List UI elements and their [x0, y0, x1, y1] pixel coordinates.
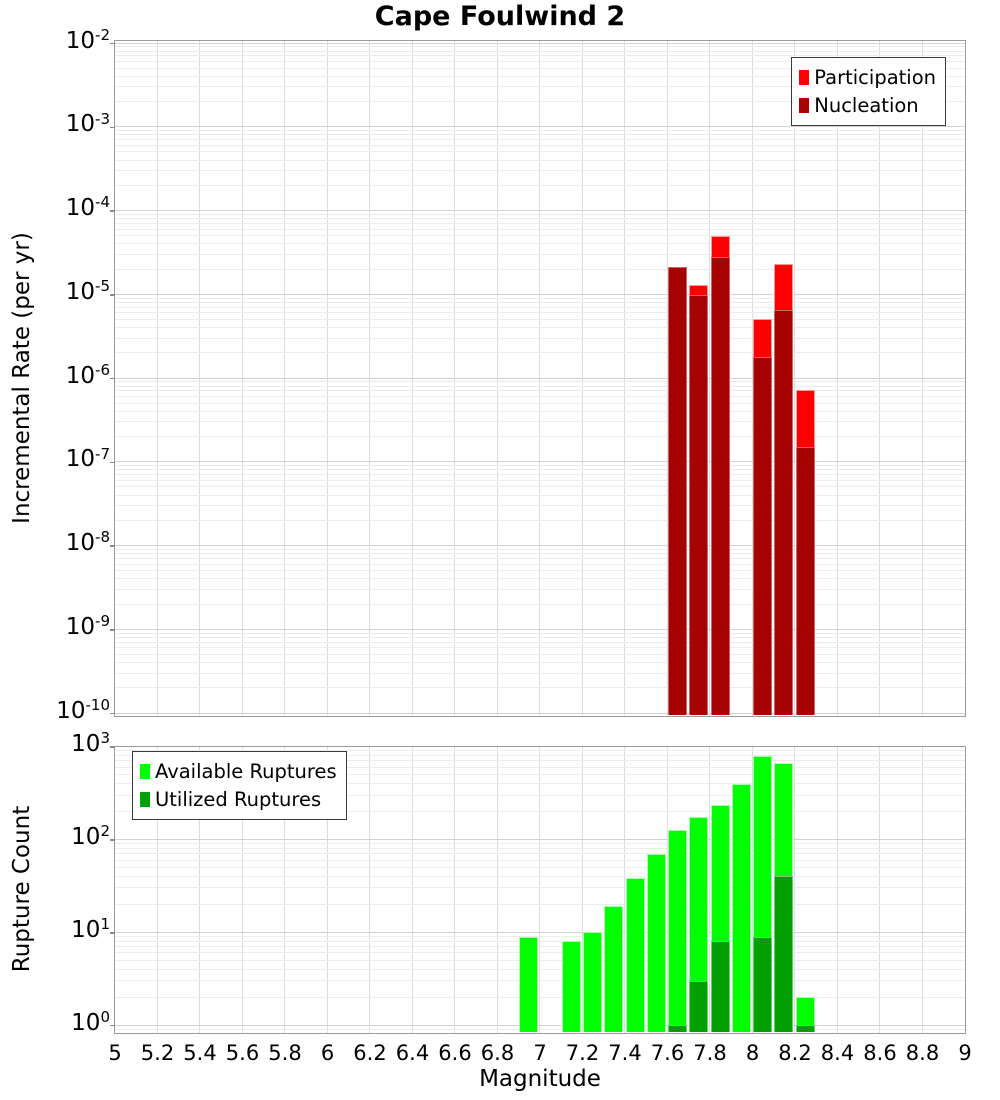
bar-utilized-ruptures-8.2: [796, 1025, 815, 1032]
x-tick-label: 9: [958, 1041, 972, 1065]
gridline-minor: [115, 687, 965, 688]
gridline-major: [115, 629, 965, 630]
gridline-vertical: [369, 747, 370, 1033]
gridline-minor: [115, 352, 965, 353]
y-tick-label: $10^2$: [71, 822, 110, 850]
gridline-minor: [115, 860, 965, 861]
gridline-minor: [115, 386, 965, 387]
rate-panel: [114, 40, 966, 717]
gridline-vertical: [879, 747, 880, 1033]
gridline-minor: [115, 160, 965, 161]
gridline-minor: [115, 229, 965, 230]
gridline-minor: [115, 1029, 965, 1030]
gridline-minor: [115, 887, 965, 888]
gridline-major: [115, 126, 965, 127]
y-tick-mark: [110, 294, 115, 296]
gridline-minor: [115, 396, 965, 397]
y-tick-mark: [110, 210, 115, 212]
gridline-minor: [115, 578, 965, 579]
gridline-minor: [115, 235, 965, 236]
x-axis-label: Magnitude: [479, 1066, 601, 1092]
bar-nucleation-8.1: [774, 310, 793, 716]
gridline-minor: [115, 520, 965, 521]
gridline-minor: [115, 170, 965, 171]
gridline-minor: [115, 553, 965, 554]
bar-utilized-ruptures-7.8: [711, 941, 730, 1032]
x-tick-label: 6.2: [353, 1041, 387, 1065]
legend-label-available-ruptures: Available Ruptures: [155, 759, 337, 783]
y-tick-mark: [110, 43, 115, 45]
y-tick-label: $10^{-10}$: [56, 695, 110, 724]
legend-item-utilized-ruptures: [140, 785, 337, 813]
x-tick-label: 7.6: [650, 1041, 685, 1065]
y-tick-label: $10^{-3}$: [65, 109, 110, 138]
gridline-minor: [115, 312, 965, 313]
gridline-minor: [115, 51, 965, 52]
gridline-minor: [115, 633, 965, 634]
y-tick-label: $10^1$: [71, 915, 110, 943]
gridline-minor: [115, 604, 965, 605]
y-tick-mark: [110, 127, 115, 129]
bar-available-ruptures-7.2: [583, 932, 602, 1032]
legend-label-nucleation: Nucleation: [814, 93, 919, 117]
gridline-major: [115, 713, 965, 714]
y-tick-label: $10^{-4}$: [65, 193, 110, 221]
x-tick-label: 5.2: [140, 1041, 175, 1065]
y-tick-label: $10^{-7}$: [65, 444, 110, 473]
gridline-minor: [115, 936, 965, 937]
x-tick-label: 6.6: [438, 1041, 472, 1065]
gridline-minor: [115, 946, 965, 947]
gridline-minor: [115, 642, 965, 643]
gridline-minor: [115, 469, 965, 470]
y-tick-label: $10^0$: [71, 1008, 110, 1036]
gridline-minor: [115, 980, 965, 981]
gridline-major: [115, 932, 965, 933]
available-ruptures-swatch: [140, 764, 150, 779]
gridline-minor: [115, 298, 965, 299]
gridline-minor: [115, 269, 965, 270]
gridline-minor: [115, 960, 965, 961]
x-tick-label: 7.2: [565, 1041, 600, 1065]
gridline-minor: [115, 465, 965, 466]
y-tick-mark: [110, 462, 115, 464]
gridline-major: [115, 1025, 965, 1026]
gridline-minor: [115, 564, 965, 565]
x-tick-label: 5: [108, 1041, 122, 1065]
gridline-major: [115, 461, 965, 462]
gridline-minor: [115, 505, 965, 506]
bar-available-ruptures-7.6: [668, 830, 687, 1032]
x-tick-label: 6.4: [395, 1041, 430, 1065]
x-tick-label: 7.8: [693, 1041, 727, 1065]
gridline-minor: [115, 495, 965, 496]
legend-label-utilized-ruptures: Utilized Ruptures: [155, 787, 322, 811]
gridline-minor: [115, 637, 965, 638]
gridline-minor: [115, 848, 965, 849]
bar-nucleation-7.7: [689, 295, 708, 716]
gridline-minor: [115, 436, 965, 437]
gridline-vertical: [454, 747, 455, 1033]
gridline-minor: [115, 390, 965, 391]
legend-item-available-ruptures: [140, 757, 337, 785]
gridline-minor: [115, 867, 965, 868]
y-tick-label: $10^{-6}$: [65, 360, 110, 389]
y-tick-label: $10^{-8}$: [65, 528, 110, 556]
y-tick-mark: [110, 746, 115, 748]
participation-swatch: [799, 70, 809, 85]
rate-y-axis-label: Incremental Rate (per yr): [9, 232, 35, 524]
gridline-major: [115, 839, 965, 840]
gridline-minor: [115, 381, 965, 382]
gridline-minor: [115, 223, 965, 224]
y-tick-mark: [110, 932, 115, 934]
x-tick-label: 8.8: [905, 1041, 940, 1065]
bar-utilized-ruptures-7.7: [689, 981, 708, 1033]
y-tick-mark: [110, 378, 115, 380]
gridline-minor: [115, 654, 965, 655]
gridline-minor: [115, 307, 965, 308]
gridline-minor: [115, 969, 965, 970]
gridline-vertical: [539, 747, 540, 1033]
gridline-vertical: [922, 747, 923, 1033]
gridline-minor: [115, 243, 965, 244]
gridline-minor: [115, 185, 965, 186]
gridline-minor: [115, 327, 965, 328]
gridline-minor: [115, 486, 965, 487]
bar-available-ruptures-7.1: [562, 941, 581, 1032]
x-tick-label: 8.4: [820, 1041, 855, 1065]
bar-utilized-ruptures-8.1: [774, 876, 793, 1032]
gridline-minor: [115, 904, 965, 905]
bar-available-ruptures-6.9: [519, 937, 538, 1033]
gridline-major: [115, 545, 965, 546]
count-y-axis-label: Rupture Count: [9, 805, 35, 973]
gridline-vertical: [497, 747, 498, 1033]
y-tick-mark: [110, 713, 115, 715]
bar-utilized-ruptures-7.6: [668, 1025, 687, 1032]
gridline-minor: [115, 302, 965, 303]
gridline-minor: [115, 662, 965, 663]
bar-nucleation-8.2: [796, 447, 815, 715]
bar-nucleation-7.8: [711, 257, 730, 716]
gridline-vertical: [794, 747, 795, 1033]
legend-item-nucleation: [799, 91, 936, 119]
gridline-minor: [115, 151, 965, 152]
bar-nucleation-7.6: [668, 267, 687, 715]
gridline-minor: [115, 853, 965, 854]
gridline-minor: [115, 474, 965, 475]
gridline-major: [115, 43, 965, 44]
legend-label-participation: Participation: [814, 65, 936, 89]
y-tick-mark: [110, 629, 115, 631]
gridline-minor: [115, 134, 965, 135]
gridline-minor: [115, 480, 965, 481]
gridline-minor: [115, 218, 965, 219]
chart-title: Cape Foulwind 2: [374, 1, 626, 32]
gridline-major: [115, 294, 965, 295]
rate-legend: [791, 57, 946, 126]
bar-available-ruptures-7.3: [604, 906, 623, 1032]
gridline-minor: [115, 214, 965, 215]
y-tick-mark: [110, 1025, 115, 1027]
bar-available-ruptures-7.4: [626, 878, 645, 1032]
y-tick-label: $10^3$: [71, 729, 110, 757]
y-tick-label: $10^{-5}$: [65, 277, 110, 305]
bar-available-ruptures-7.9: [732, 784, 751, 1032]
gridline-minor: [115, 145, 965, 146]
gridline-minor: [115, 254, 965, 255]
x-tick-label: 8.6: [863, 1041, 897, 1065]
gridline-minor: [115, 403, 965, 404]
gridline-vertical: [412, 747, 413, 1033]
x-tick-label: 7: [533, 1041, 547, 1065]
gridline-minor: [115, 647, 965, 648]
gridline-major: [115, 378, 965, 379]
gridline-minor: [115, 549, 965, 550]
gridline-minor: [115, 843, 965, 844]
utilized-ruptures-swatch: [140, 792, 150, 807]
x-tick-label: 5.8: [268, 1041, 302, 1065]
x-tick-label: 6.8: [480, 1041, 515, 1065]
bar-available-ruptures-7.5: [647, 854, 666, 1033]
gridline-minor: [115, 411, 965, 412]
gridline-minor: [115, 589, 965, 590]
bar-utilized-ruptures-8: [753, 937, 772, 1033]
count-legend: [132, 751, 347, 820]
gridline-minor: [115, 46, 965, 47]
gridline-minor: [115, 558, 965, 559]
x-tick-label: 5.4: [183, 1041, 217, 1065]
gridline-minor: [115, 952, 965, 953]
gridline-vertical: [837, 747, 838, 1033]
gridline-minor: [115, 876, 965, 877]
legend-item-participation: [799, 63, 936, 91]
gridline-minor: [115, 130, 965, 131]
gridline-minor: [115, 338, 965, 339]
x-tick-label: 8: [745, 1041, 760, 1065]
x-tick-label: 7.4: [608, 1041, 642, 1065]
x-tick-label: 6: [320, 1041, 335, 1065]
x-tick-label: 5.6: [225, 1041, 260, 1065]
nucleation-swatch: [799, 98, 809, 113]
y-tick-label: $10^{-9}$: [65, 612, 110, 640]
gridline-minor: [115, 421, 965, 422]
gridline-major: [115, 210, 965, 211]
gridline-minor: [115, 941, 965, 942]
gridline-minor: [115, 570, 965, 571]
gridline-minor: [115, 673, 965, 674]
gridline-minor: [115, 997, 965, 998]
x-tick-label: 8.2: [778, 1041, 812, 1065]
y-tick-mark: [110, 545, 115, 547]
gridline-minor: [115, 139, 965, 140]
y-tick-label: $10^{-2}$: [65, 25, 110, 54]
gridline-minor: [115, 319, 965, 320]
y-tick-mark: [110, 839, 115, 841]
bar-nucleation-8: [753, 357, 772, 716]
